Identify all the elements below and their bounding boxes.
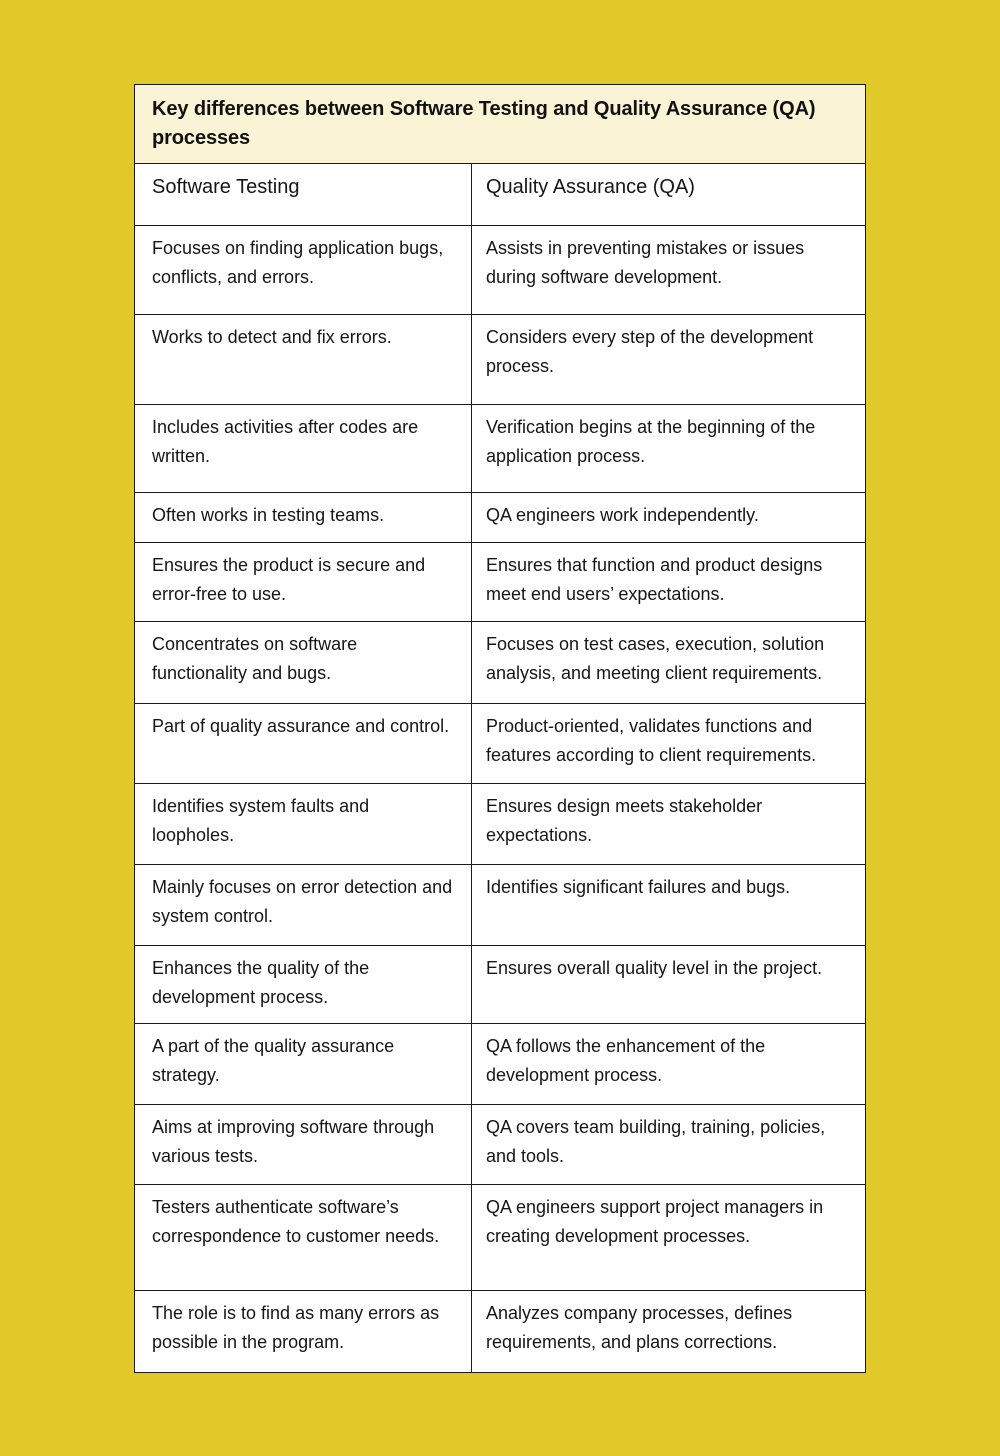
table-row: [135, 493, 865, 543]
table-row: [135, 704, 865, 784]
testing-cell: Identifies system faults and loopholes.: [135, 784, 472, 864]
testing-cell: Works to detect and fix errors.: [135, 315, 472, 404]
column-header-quality-assurance: Quality Assurance (QA): [486, 176, 695, 198]
testing-cell: Testers authenticate software’s correspondence to customer needs.: [135, 1185, 472, 1290]
table-title-row: [135, 85, 865, 164]
table-row: [135, 315, 865, 405]
qa-cell: Ensures overall quality level in the project.: [486, 958, 823, 978]
table-header-row: [135, 164, 865, 226]
qa-cell: QA engineers support project managers in creating development processes.: [486, 1197, 824, 1246]
qa-cell: QA engineers work independently.: [486, 505, 759, 525]
qa-cell: Ensures that function and product designs meet end users’ expectations.: [486, 555, 823, 604]
testing-cell: Ensures the product is secure and error-free to use.: [135, 543, 472, 621]
qa-cell: Identifies significant failures and bugs.: [486, 877, 791, 897]
testing-cell: Aims at improving software through various tests.: [135, 1105, 472, 1184]
testing-cell: The role is to find as many errors as possible in the program.: [135, 1291, 472, 1372]
table-row: [135, 226, 865, 315]
comparison-table: [134, 84, 866, 1373]
table-row: [135, 784, 865, 865]
qa-cell: QA covers team building, training, policies, and tools.: [486, 1117, 826, 1166]
table-row: [135, 1024, 865, 1105]
qa-cell: Verification begins at the beginning of the application process.: [486, 417, 816, 466]
testing-cell: Enhances the quality of the development process.: [135, 946, 472, 1023]
testing-cell: Concentrates on software functionality and bugs.: [135, 622, 472, 703]
qa-cell: Assists in preventing mistakes or issues during software development.: [486, 238, 805, 287]
qa-cell: Considers every step of the development process.: [486, 327, 814, 376]
testing-cell: Often works in testing teams.: [135, 493, 472, 542]
qa-cell: Analyzes company processes, defines requirements, and plans corrections.: [486, 1303, 793, 1352]
testing-cell: Part of quality assurance and control.: [135, 704, 472, 783]
table-row: [135, 405, 865, 493]
qa-cell: Product-oriented, validates functions and features according to client requirements.: [486, 716, 817, 765]
testing-cell: Includes activities after codes are written.: [135, 405, 472, 492]
table-title: Key differences between Software Testing and Quality Assurance (QA) processes: [152, 98, 816, 149]
qa-cell: QA follows the enhancement of the development process.: [486, 1036, 766, 1085]
table-row: [135, 865, 865, 946]
testing-cell: A part of the quality assurance strategy.: [135, 1024, 472, 1104]
table-row: [135, 622, 865, 704]
table-row: [135, 543, 865, 622]
testing-cell: Focuses on finding application bugs, conflicts, and errors.: [135, 226, 472, 314]
table-row: [135, 1185, 865, 1291]
table-row: [135, 946, 865, 1024]
table-row: [135, 1105, 865, 1185]
testing-cell: Mainly focuses on error detection and system control.: [135, 865, 472, 945]
table-row: [135, 1291, 865, 1372]
qa-cell: Focuses on test cases, execution, solution analysis, and meeting client requirements.: [486, 634, 825, 683]
qa-cell: Ensures design meets stakeholder expectations.: [486, 796, 763, 845]
column-header-software-testing: Software Testing: [135, 164, 472, 225]
